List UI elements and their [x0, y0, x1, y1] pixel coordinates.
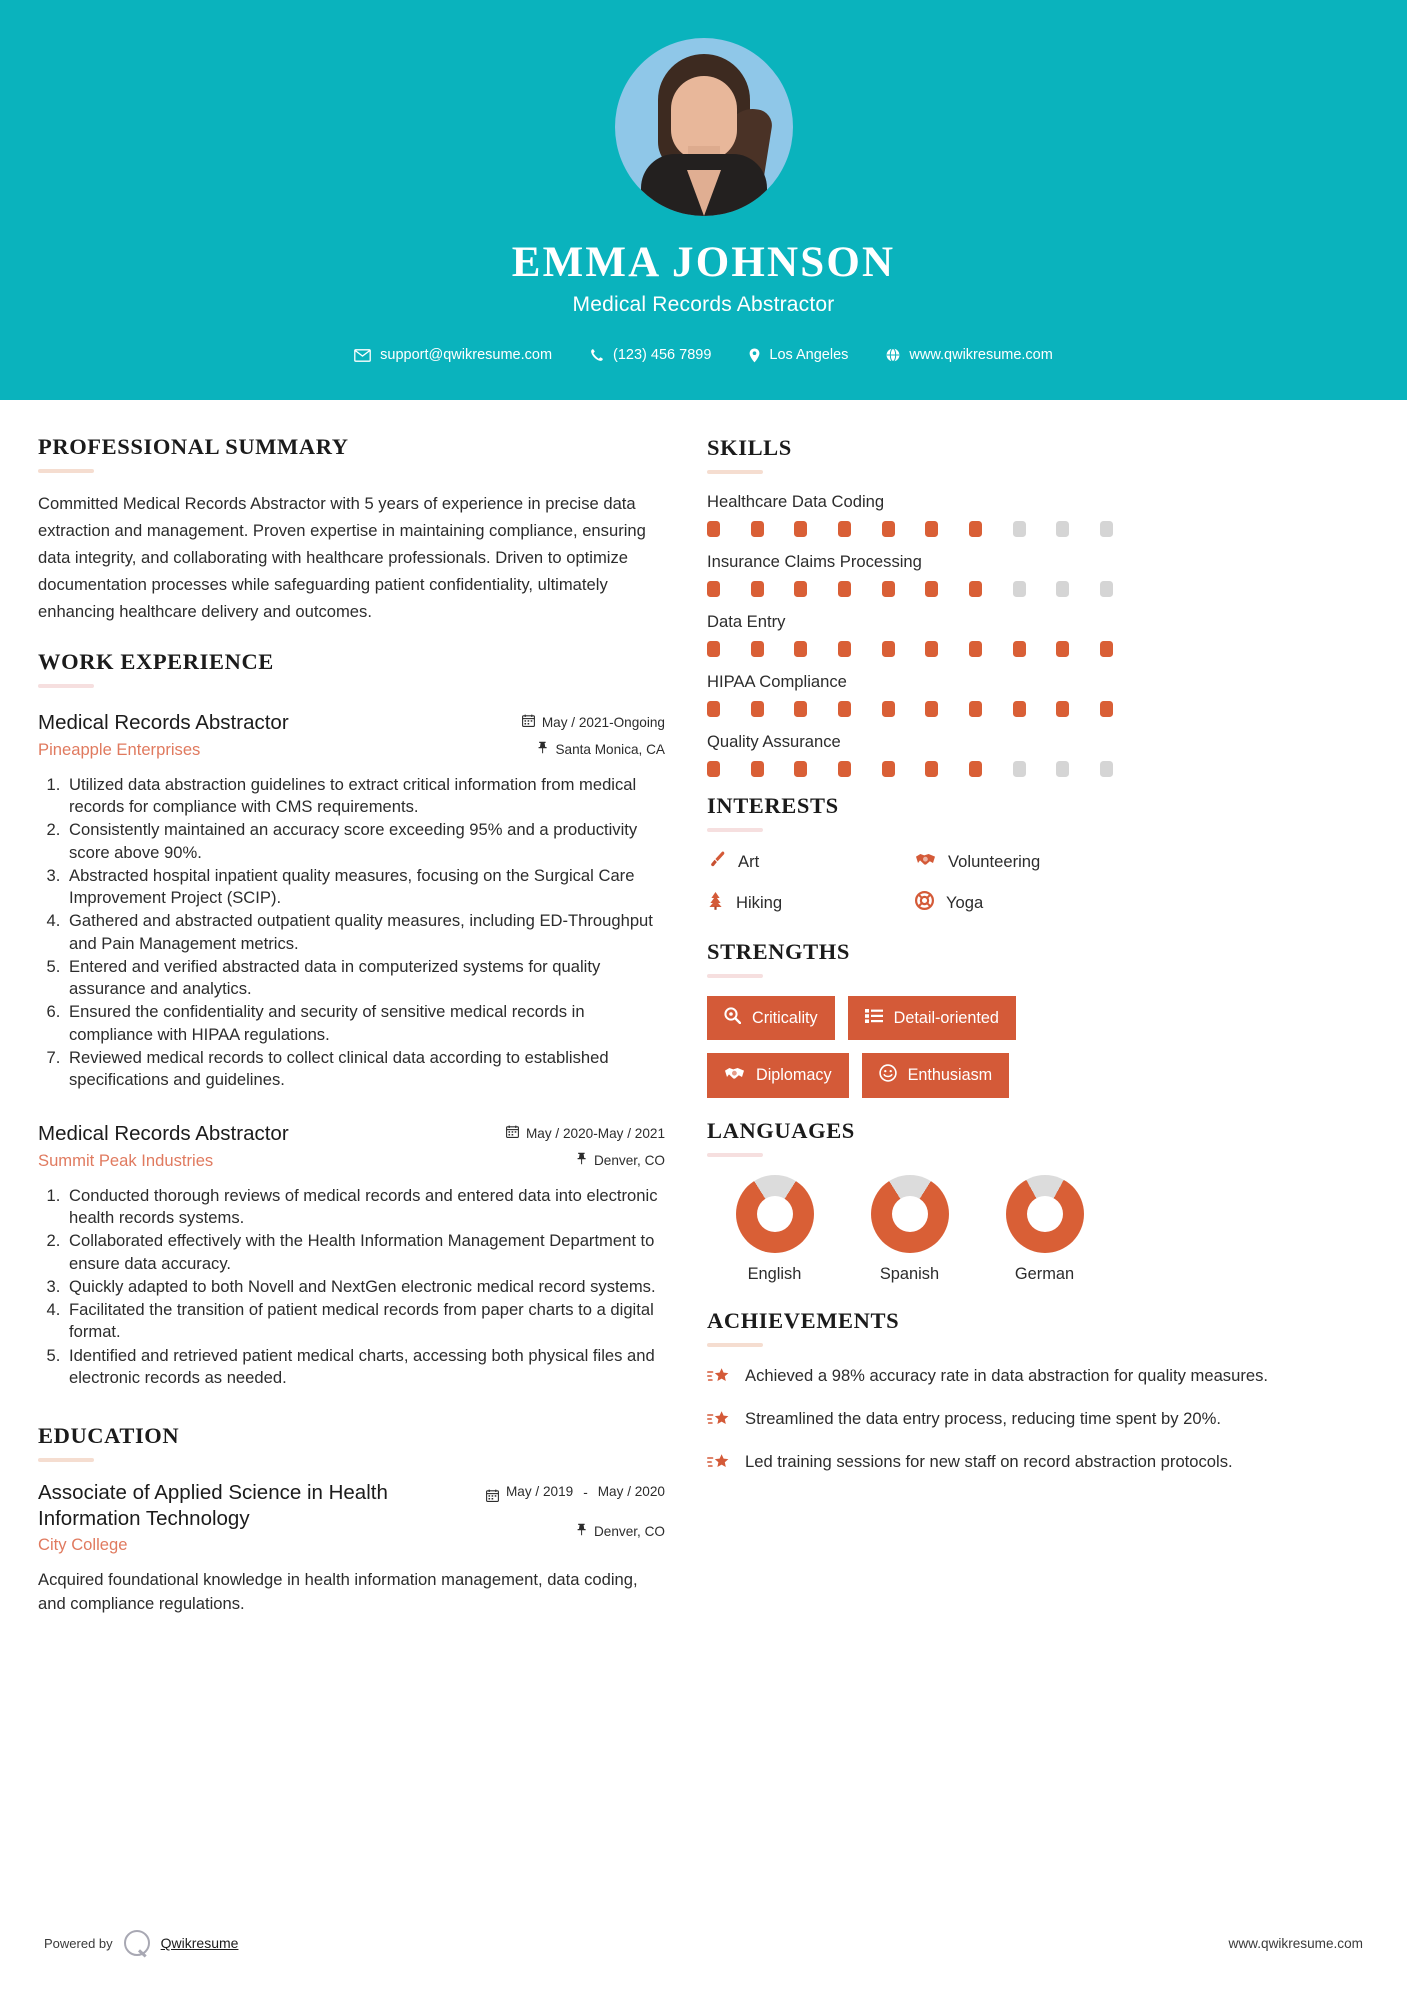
candidate-role: Medical Records Abstractor	[572, 293, 835, 316]
job-bullets	[38, 1185, 665, 1389]
language-donut-chart	[736, 1175, 814, 1253]
skill-dot-filled	[838, 641, 851, 657]
footer-brand-link[interactable]: Qwikresume	[160, 1935, 239, 1951]
skill-dot-filled	[925, 641, 938, 657]
left-column	[38, 434, 665, 1615]
skill-dot-empty	[1056, 581, 1069, 597]
interests-grid	[707, 850, 1369, 915]
skill-level-dots	[707, 581, 1113, 597]
skill-dot-filled	[838, 581, 851, 597]
job-dates	[490, 1125, 665, 1141]
skill-dot-filled	[838, 521, 851, 537]
contact-website-text: www.qwikresume.com	[909, 347, 1053, 363]
right-column	[707, 434, 1369, 1615]
skill-row	[707, 732, 1369, 777]
languages-list	[707, 1175, 1369, 1284]
job-bullet: 5. Entered and verified abstracted data in computerized systems for quality assurance and analytics.	[65, 956, 665, 1000]
handshake-icon	[915, 851, 936, 873]
interest-item	[707, 850, 915, 874]
strength-label: Diplomacy	[756, 1066, 832, 1084]
language-label: German	[1014, 1265, 1075, 1283]
skill-dot-filled	[751, 521, 764, 537]
skill-level-dots	[707, 641, 1113, 657]
job-company: Pineapple Enterprises	[38, 740, 201, 759]
skill-level-dots	[707, 701, 1113, 717]
job-bullet: 5. Identified and retrieved patient medical charts, accessing both physical files and electronic records as needed.	[65, 1345, 665, 1389]
handshake-icon	[724, 1065, 745, 1087]
pushpin-icon	[537, 741, 548, 757]
section-rule	[38, 469, 94, 473]
job-entry	[38, 710, 665, 1091]
contact-location[interactable]	[749, 347, 848, 363]
globe-icon	[886, 348, 900, 362]
strength-label: Detail-oriented	[893, 1008, 999, 1027]
resume-header	[0, 0, 1407, 400]
shooting-star-icon	[707, 1365, 731, 1392]
skill-dot-empty	[1056, 521, 1069, 537]
skill-name: Insurance Claims Processing	[707, 552, 922, 571]
contact-phone[interactable]	[590, 347, 711, 363]
section-languages	[707, 1118, 1369, 1284]
location-pin-icon	[749, 348, 760, 363]
skill-dot-filled	[882, 761, 895, 777]
section-title-interests: INTERESTS	[707, 793, 839, 818]
section-rule	[38, 684, 94, 688]
skill-dot-filled	[707, 701, 720, 717]
skill-row	[707, 672, 1369, 717]
skill-dot-filled	[1013, 701, 1026, 717]
pushpin-icon	[576, 1152, 587, 1168]
job-bullet: 4. Facilitated the transition of patient medical records from paper charts to a digital format.	[65, 1299, 665, 1343]
smiley-icon	[879, 1064, 897, 1087]
language-label: Spanish	[879, 1265, 940, 1283]
job-entry	[38, 1121, 665, 1389]
skill-name: Quality Assurance	[707, 732, 841, 751]
skill-dot-filled	[707, 521, 720, 537]
skill-dot-filled	[969, 761, 982, 777]
calendar-icon	[522, 714, 535, 730]
skill-dot-empty	[1100, 581, 1113, 597]
summary-text: Committed Medical Records Abstractor with 5 years of experience in precise data extraction and management. Proven expertise in maintaining compliance, ensuring data integrity, and collaborating with healthcare professionals. Driven to optimize documentation processes while safeguarding patient confidentiality, ultimately enhancing healthcare delivery and outcomes.	[38, 494, 646, 621]
section-title-strengths: STRENGTHS	[707, 939, 850, 964]
skill-dot-filled	[1100, 641, 1113, 657]
skill-dot-filled	[882, 521, 895, 537]
language-item	[842, 1175, 977, 1284]
skill-dot-filled	[838, 701, 851, 717]
list-icon	[865, 1008, 883, 1029]
job-bullet: 4. Gathered and abstracted outpatient quality measures, including ED-Throughput and Pain Management metrics.	[65, 910, 665, 954]
interest-item	[707, 891, 915, 915]
education-date-start-month: May / 2019	[505, 1484, 574, 1500]
section-title-skills: SKILLS	[707, 435, 792, 460]
contact-email-text: support@qwikresume.com	[380, 347, 553, 363]
interest-item	[915, 891, 1369, 915]
strength-chip-enthusiasm	[862, 1053, 1010, 1098]
language-donut-chart	[871, 1175, 949, 1253]
education-degree: Associate of Applied Science in Health Information Technology	[38, 1481, 388, 1530]
achievement-item	[707, 1365, 1369, 1392]
footer-powered-by: Powered by	[44, 1935, 113, 1951]
education-date-end-month: May / 2020	[597, 1484, 665, 1500]
skill-dot-empty	[1100, 761, 1113, 777]
skill-dot-empty	[1013, 521, 1026, 537]
section-achievements	[707, 1308, 1369, 1478]
section-title-education: EDUCATION	[38, 1423, 180, 1449]
paintbrush-icon	[707, 850, 726, 874]
lifebuoy-icon	[915, 891, 934, 915]
skill-dot-filled	[751, 761, 764, 777]
job-bullet: 6. Ensured the confidentiality and security of sensitive medical records in compliance with HIPAA regulations.	[65, 1001, 665, 1045]
language-label: English	[747, 1265, 802, 1283]
education-date-separator: -	[583, 1484, 588, 1500]
skill-name: HIPAA Compliance	[707, 672, 847, 691]
shooting-star-icon	[707, 1408, 731, 1435]
skill-dot-filled	[925, 581, 938, 597]
skill-dot-filled	[969, 581, 982, 597]
section-rule	[707, 470, 763, 474]
pushpin-icon	[576, 1523, 587, 1539]
section-work-experience	[38, 649, 665, 1389]
skill-dot-filled	[707, 581, 720, 597]
skill-dot-filled	[838, 761, 851, 777]
job-dates-text: May / 2020-May / 2021	[525, 1125, 665, 1141]
skill-dot-empty	[1013, 581, 1026, 597]
job-bullet: 2. Collaborated effectively with the Health Information Management Department to ensure data accuracy.	[65, 1230, 665, 1274]
skill-name: Healthcare Data Coding	[707, 492, 885, 511]
job-bullet: 3. Quickly adapted to both Novell and NextGen electronic medical record systems.	[65, 1276, 665, 1298]
achievement-text: Led training sessions for new staff on record abstraction protocols.	[745, 1452, 1233, 1471]
skill-dot-filled	[1056, 701, 1069, 717]
job-location-text: Denver, CO	[593, 1152, 665, 1168]
language-item	[707, 1175, 842, 1284]
qwikresume-logo-icon	[124, 1930, 150, 1956]
job-company: Summit Peak Industries	[38, 1150, 214, 1170]
job-bullet: 1. Utilized data abstraction guidelines to extract critical information from medical records for compliance with CMS requirements.	[65, 774, 665, 818]
strength-label: Criticality	[752, 1008, 818, 1027]
contact-row	[0, 347, 1407, 363]
skill-dot-filled	[969, 641, 982, 657]
skill-dot-empty	[1056, 761, 1069, 777]
calendar-icon	[506, 1125, 519, 1141]
portrait-illustration	[615, 38, 793, 216]
education-dates	[486, 1484, 665, 1507]
interest-label: Hiking	[736, 893, 783, 912]
skill-dot-empty	[1100, 521, 1113, 537]
job-bullet: 3. Abstracted hospital inpatient quality measures, focusing on the Surgical Care Improvement Project (SCIP).	[65, 865, 665, 909]
skill-level-dots	[707, 761, 1113, 777]
language-item	[977, 1175, 1112, 1284]
achievement-item	[707, 1408, 1369, 1435]
interest-item	[915, 850, 1369, 874]
education-location	[486, 1523, 665, 1539]
job-location	[490, 1152, 665, 1168]
section-title-work: WORK EXPERIENCE	[38, 649, 274, 675]
skill-level-dots	[707, 521, 1113, 537]
skill-dot-filled	[794, 701, 807, 717]
skill-dot-filled	[1013, 641, 1026, 657]
contact-email[interactable]	[354, 347, 552, 363]
phone-icon	[590, 348, 604, 362]
skill-dot-filled	[794, 761, 807, 777]
tree-icon	[707, 891, 724, 915]
achievement-item	[707, 1451, 1369, 1478]
skill-dot-filled	[794, 521, 807, 537]
section-rule	[707, 1153, 763, 1157]
skill-dot-empty	[1013, 761, 1026, 777]
skill-dot-filled	[794, 581, 807, 597]
section-interests	[707, 793, 1369, 915]
job-bullet: 2. Consistently maintained an accuracy score exceeding 95% and a productivity score above 90%.	[65, 819, 665, 863]
job-dates-text: May / 2021-Ongoing	[541, 714, 665, 730]
strength-chip-diplomacy	[707, 1053, 849, 1098]
section-rule	[707, 974, 763, 978]
section-education	[38, 1423, 665, 1615]
job-bullets	[38, 774, 665, 1091]
skill-dot-filled	[925, 761, 938, 777]
skill-dot-filled	[969, 701, 982, 717]
education-entry	[38, 1480, 665, 1615]
skill-dot-filled	[1100, 701, 1113, 717]
job-title: Medical Records Abstractor	[38, 1122, 289, 1146]
section-rule	[707, 828, 763, 832]
skill-dot-filled	[925, 701, 938, 717]
job-dates	[490, 714, 665, 730]
contact-phone-text: (123) 456 7899	[613, 347, 712, 363]
footer-website: www.qwikresume.com	[1228, 1935, 1363, 1951]
search-icon	[724, 1007, 741, 1029]
skill-dot-filled	[707, 761, 720, 777]
skill-row	[707, 492, 1369, 537]
job-bullet: 1. Conducted thorough reviews of medical records and entered data into electronic health records systems.	[65, 1185, 665, 1229]
skill-dot-filled	[882, 641, 895, 657]
education-location-text: Denver, CO	[593, 1523, 665, 1539]
envelope-icon	[354, 349, 371, 362]
section-rule	[38, 1458, 94, 1462]
education-school: City College	[38, 1535, 128, 1555]
skill-dot-filled	[1056, 641, 1069, 657]
education-description: Acquired foundational knowledge in health information management, data coding, and compliance regulations.	[38, 1570, 638, 1613]
strength-label: Enthusiasm	[907, 1066, 993, 1084]
skill-dot-filled	[751, 641, 764, 657]
interest-label: Art	[738, 852, 760, 871]
interest-label: Volunteering	[948, 852, 1041, 871]
job-bullet: 7. Reviewed medical records to collect clinical data according to established specifications and guidelines.	[65, 1047, 665, 1091]
skill-row	[707, 612, 1369, 657]
skills-list	[707, 492, 1369, 777]
skill-dot-filled	[794, 641, 807, 657]
job-title: Medical Records Abstractor	[38, 711, 289, 735]
skill-dot-filled	[707, 641, 720, 657]
candidate-name: EMMA JOHNSON	[511, 239, 896, 286]
contact-website[interactable]	[886, 347, 1052, 363]
skill-name: Data Entry	[707, 612, 786, 631]
interest-label: Yoga	[946, 893, 984, 912]
strengths-list	[707, 996, 1127, 1098]
resume-body	[0, 400, 1407, 1615]
section-professional-summary	[38, 434, 665, 625]
achievement-text: Achieved a 98% accuracy rate in data abstraction for quality measures.	[745, 1366, 1268, 1385]
calendar-icon	[486, 1484, 499, 1507]
strength-chip-criticality	[707, 996, 835, 1040]
footer	[0, 1930, 1407, 1956]
shooting-star-icon	[707, 1451, 731, 1478]
section-title-languages: LANGUAGES	[707, 1118, 855, 1143]
strength-chip-detail-oriented	[848, 996, 1016, 1040]
language-donut-chart	[1006, 1175, 1084, 1253]
section-strengths	[707, 939, 1369, 1098]
skill-dot-filled	[969, 521, 982, 537]
avatar	[615, 38, 793, 216]
job-location	[490, 741, 665, 757]
job-location-text: Santa Monica, CA	[555, 741, 665, 757]
skill-dot-filled	[882, 581, 895, 597]
contact-location-text: Los Angeles	[769, 347, 849, 363]
skill-dot-filled	[751, 701, 764, 717]
section-title-summary: PROFESSIONAL SUMMARY	[38, 434, 349, 459]
section-title-achievements: ACHIEVEMENTS	[707, 1308, 900, 1333]
achievement-text: Streamlined the data entry process, reducing time spent by 20%.	[745, 1409, 1221, 1428]
skill-row	[707, 552, 1369, 597]
skill-dot-filled	[882, 701, 895, 717]
skill-dot-filled	[925, 521, 938, 537]
skill-dot-filled	[751, 581, 764, 597]
section-rule	[707, 1343, 763, 1347]
section-skills	[707, 435, 1369, 777]
